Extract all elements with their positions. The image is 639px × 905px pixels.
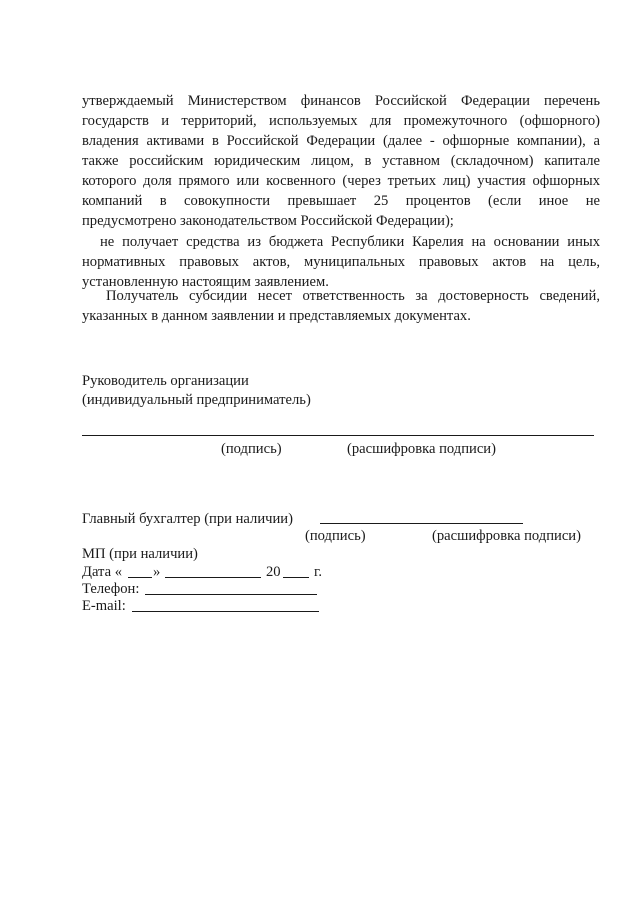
phone-label: Телефон: <box>82 581 140 597</box>
text-line: предусмотрено законодательством Российской Федерации); <box>82 213 454 229</box>
paragraph-budget <box>82 232 600 292</box>
email-label: E-mail: <box>82 598 126 614</box>
text-line: компаний в совокупности превышает 25 процентов (если иное не <box>82 193 600 209</box>
phone-line <box>145 594 317 595</box>
date-day-line <box>128 577 152 578</box>
date-year-suffix: г. <box>314 564 322 580</box>
accountant-signature-caption: (подпись) <box>305 528 366 544</box>
date-month-line <box>165 577 261 578</box>
date-year-prefix: 20 <box>266 564 281 580</box>
head-title-line2: (индивидуальный предприниматель) <box>82 392 311 408</box>
text-line: также российским юридическим лицом, в уставном (складочном) капитале <box>82 153 600 169</box>
paragraph-offshore <box>82 91 600 231</box>
text-line: государств и территорий, используемых для промежуточного (офшорного) <box>82 113 600 129</box>
text-line: установленную настоящим заявлением. <box>82 274 329 290</box>
text-line: которого доля прямого или косвенного (через третьих лиц) участия офшорных <box>82 173 600 189</box>
text-line: Получатель субсидии несет ответственность за достоверность сведений, <box>106 288 600 304</box>
stamp-label: МП (при наличии) <box>82 546 198 562</box>
text-line: указанных в данном заявлении и представляемых документах. <box>82 308 471 324</box>
date-quote-close: » <box>153 564 161 580</box>
accountant-title: Главный бухгалтер (при наличии) <box>82 511 293 527</box>
text-line: нормативных правовых актов, муниципальных правовых актов на цель, <box>82 254 600 270</box>
date-label: Дата « <box>82 564 123 580</box>
date-year-line <box>283 577 309 578</box>
head-signature-caption: (подпись) <box>221 441 282 457</box>
accountant-name-caption: (расшифровка подписи) <box>432 528 581 544</box>
text-line: не получает средства из бюджета Республики Карелия на основании иных <box>100 234 600 250</box>
email-line <box>132 611 319 612</box>
text-line: утверждаемый Министерством финансов Российской Федерации перечень <box>82 93 600 109</box>
accountant-signature-line <box>320 523 523 524</box>
head-signature-line <box>82 435 594 436</box>
paragraph-responsibility <box>82 286 600 326</box>
text-line: владения активами в Российской Федерации (далее - офшорные компании), а <box>82 133 600 149</box>
head-name-caption: (расшифровка подписи) <box>347 441 496 457</box>
head-title-line1: Руководитель организации <box>82 373 249 389</box>
